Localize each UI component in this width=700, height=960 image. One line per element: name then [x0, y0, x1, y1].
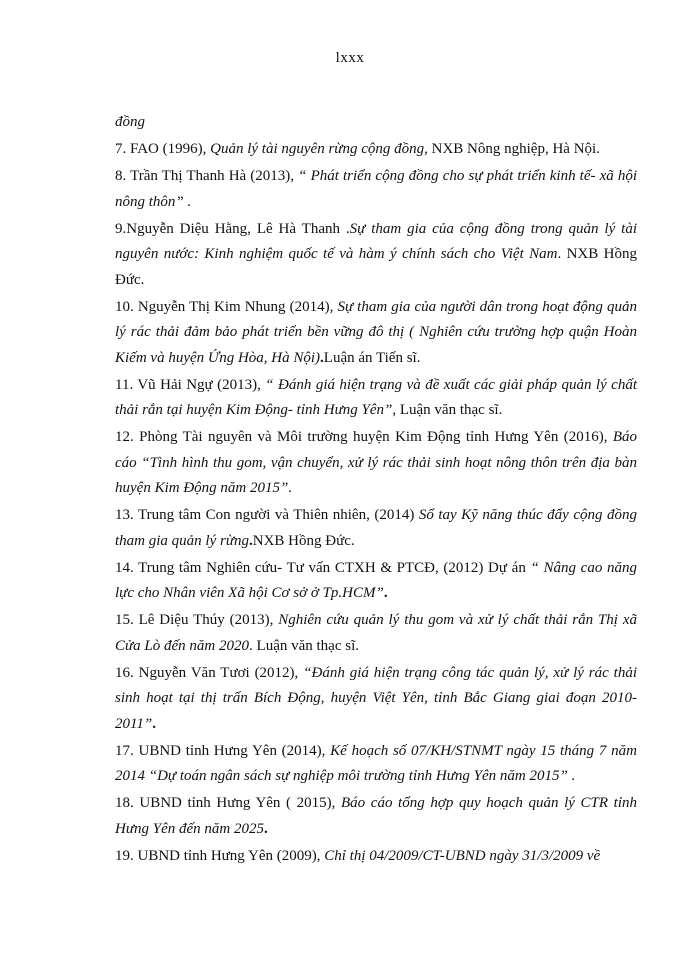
reference-text: 16. Nguyễn Văn Tươi (2012), — [115, 664, 304, 681]
reference-text: , Luận văn thạc sĩ. — [392, 402, 503, 418]
reference-text: Sổ tay Kỹ năng thúc đẩy cộng đồng tham gia quản lý rừng — [115, 507, 637, 549]
reference-text: . — [320, 349, 324, 366]
reference-text: NXB Hồng Đức. — [252, 532, 355, 549]
reference-text: 17. UBND tỉnh Hưng Yên (2014), — [115, 742, 331, 759]
reference-text: 10. Nguyễn Thị Kim Nhung (2014), — [115, 298, 338, 315]
reference-text: Quản lý tài nguyên rừng cộng đồng — [210, 141, 425, 157]
reference-text: 7. FAO (1996), — [115, 141, 211, 157]
reference-text: “ Nâng cao năng lực cho Nhân viên Xã hội Cơ sở ở Tp.HCM” — [115, 559, 637, 601]
reference-text: . — [264, 820, 268, 837]
reference-text: . — [383, 585, 388, 601]
reference-item — [115, 137, 637, 163]
reference-item — [115, 661, 637, 738]
reference-text: . — [249, 532, 253, 549]
reference-item — [115, 110, 637, 136]
reference-text: 18. UBND tỉnh Hưng Yên ( 2015), — [115, 795, 342, 811]
reference-text: 13. Trung tâm Con người và Thiên nhiên, (2014) — [115, 507, 419, 523]
reference-item — [115, 295, 637, 372]
reference-text: . NXB Hồng Đức. — [115, 246, 637, 288]
reference-item — [115, 503, 637, 554]
reference-item — [115, 217, 637, 294]
reference-text: 8. Trần Thị Thanh Hà (2013), — [115, 168, 299, 184]
reference-text: 15. Lê Diệu Thúy (2013), — [115, 612, 279, 628]
reference-text: Luận án Tiến sĩ. — [323, 349, 421, 366]
reference-item — [115, 373, 637, 424]
reference-text: . — [152, 715, 156, 732]
reference-text: “ Đánh giá hiện trạng và đề xuất các giải pháp quản lý chất thải rắn tại huyện Kim Động- tỉnh Hưng Yên” — [115, 376, 637, 418]
reference-text: Sự tham gia của người dân trong hoạt động quản lý rác thải đảm bảo phát triển bền vững đô thị ( Nghiên cứu trường hợp quận Hoàn Kiếm và huyện Ứng Hòa, Hà Nội) — [115, 298, 637, 366]
reference-text: Báo cáo “Tình hình thu gom, vận chuyển, xử lý rác thải sinh hoạt nông thôn trên địa bàn huyện Kim Động năm 2015”. — [115, 429, 637, 496]
reference-text: “ Phát triển cộng đồng cho sự phát triển kinh tế- xã hội nông thôn” . — [115, 168, 637, 210]
reference-text: 12. Phòng Tài nguyên và Môi trường huyện Kim Động tỉnh Hưng Yên (2016), — [115, 429, 613, 445]
reference-text: đồng — [115, 114, 145, 130]
reference-item — [115, 791, 637, 842]
reference-text: Kế hoạch số 07/KH/STNMT ngày 15 tháng 7 năm 2014 “Dự toán ngân sách sự nghiệp môi trường tỉnh Hưng Yên năm 2015” . — [115, 742, 637, 784]
reference-text: “Đánh giá hiện trạng công tác quản lý, xử lý rác thải sinh hoạt tại thị trấn Bích Động, huyện Việt Yên, tỉnh Bắc Giang giai đoạn 2010-2011” — [115, 664, 637, 732]
reference-text: , NXB Nông nghiệp, Hà Nội. — [424, 141, 600, 157]
reference-text: Báo cáo tổng hợp quy hoạch quản lý CTR tỉnh Hưng Yên đến năm 2025 — [115, 795, 637, 837]
reference-text: Nghiên cứu quản lý thu gom và xử lý chất thải rắn Thị xã Cửa Lò đến năm 2020 — [115, 612, 637, 654]
reference-item — [115, 425, 637, 502]
reference-text: 9.Nguyễn Diệu Hằng, Lê Hà Thanh . — [115, 220, 350, 237]
reference-item — [115, 739, 637, 790]
reference-item — [115, 164, 637, 215]
reference-text: Chỉ thị 04/2009/CT-UBND ngày 31/3/2009 về — [324, 847, 601, 864]
reference-list — [115, 110, 637, 871]
page-number: lxxx — [335, 50, 365, 66]
reference-text: Sự tham gia của cộng đồng trong quản lý tài nguyên nước: Kinh nghiệm quốc tế và hàm ý chính sách cho Việt Nam — [115, 220, 637, 262]
reference-item — [115, 608, 637, 659]
reference-item — [115, 556, 637, 607]
reference-text: 14. Trung tâm Nghiên cứu- Tư vấn CTXH & PTCĐ, (2012) Dự án — [115, 559, 531, 576]
reference-text: . Luận văn thạc sĩ. — [249, 637, 359, 654]
reference-item — [115, 844, 637, 870]
reference-text: 11. Vũ Hải Ngự (2013), — [115, 376, 266, 393]
reference-text: 19. UBND tỉnh Hưng Yên (2009), — [115, 847, 325, 864]
